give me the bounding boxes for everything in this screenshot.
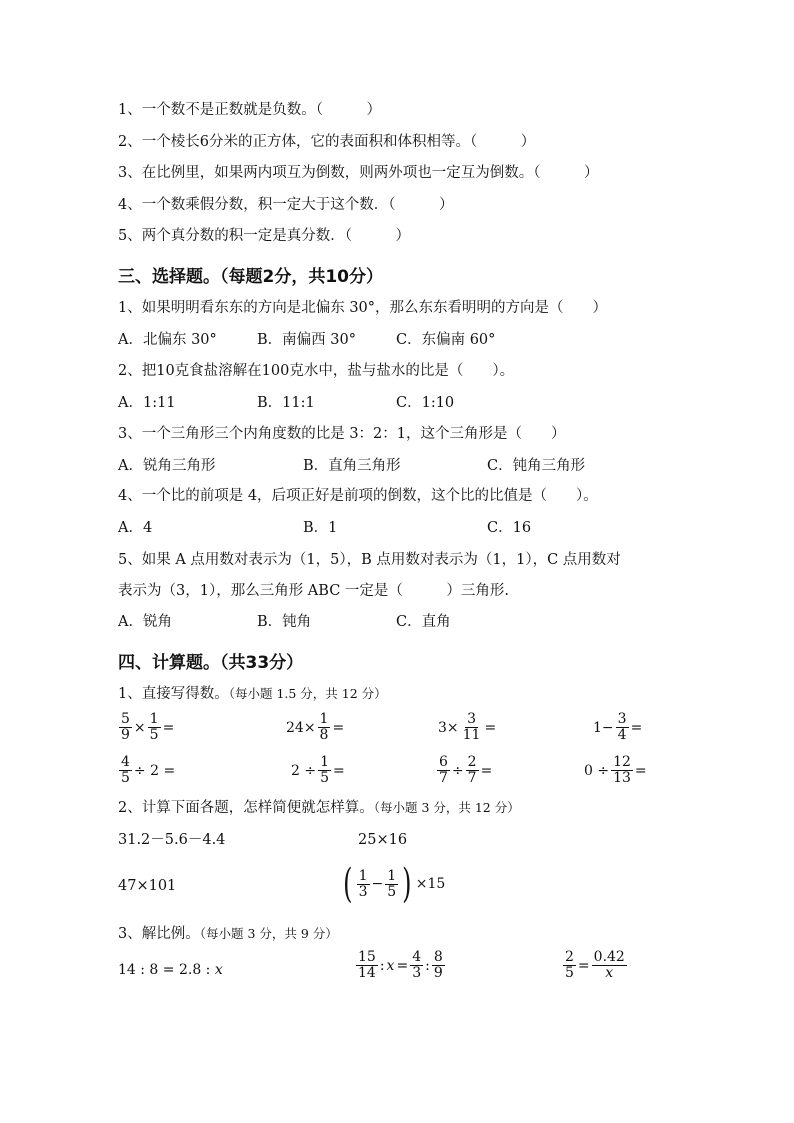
calc-heading: 四、计算题。（共33分） [118,653,304,673]
proportion-2: $\frac{15}{14}$ : x = $\frac{4}{3}$ : $\frac{8}{9}$ [358,949,443,981]
choice-question-4: 4、一个比的前项是 4，后项正好是前项的倒数，这个比的比值是（ ）。 [118,488,598,504]
simplify-expr-2: 25×16 [358,832,408,848]
choice-4-option-b: B．1 [303,520,338,536]
oral-calc-3: 3× $\frac{3}{11}$ = [438,711,497,743]
choice-5-option-a: A．锐角 [118,614,172,630]
oral-calc-6: 2 ÷ $\frac{1}{5}$ = [291,754,345,786]
choice-5-option-c: C．直角 [396,614,451,630]
simplify-expr-3: 47×101 [118,878,177,894]
calc-part1-title [118,684,387,704]
calc-part3-note: （每小题 3 分，共 9 分） [199,926,338,941]
oral-calc-1: $\frac{5}{9}$ × $\frac{1}{5}$ = [121,711,175,743]
judge-item-5: 5、两个真分数的积一定是真分数．（ ） [118,228,410,244]
choice-question-5-line1: 5、如果 A 点用数对表示为（1，5），B 点用数对表示为（1，1），C 点用数对 [118,552,621,568]
choice-2-option-b: B．11:1 [257,395,315,411]
oral-calc-2: 24× $\frac{1}{8}$ = [286,711,345,743]
choice-3-option-a: A．锐角三角形 [118,458,216,474]
oral-calc-5: $\frac{4}{5}$ ÷ 2 = [121,754,176,786]
choice-1-option-b: B．南偏西 30° [257,332,356,348]
choice-1-option-a: A．北偏东 30° [118,332,217,348]
choice-heading: 三、选择题。（每题2分，共10分） [118,267,383,287]
choice-question-3: 3、一个三角形三个内角度数的比是 3：2：1，这个三角形是（ ） [118,426,566,442]
choice-2-option-a: A．1:11 [118,395,176,411]
choice-question-1: 1、如果明明看东东的方向是北偏东 30°，那么东东看明明的方向是（ ） [118,300,608,316]
choice-3-option-c: C．钝角三角形 [487,458,586,474]
calc-part1-title-text: 1、直接写得数。 [118,686,229,702]
choice-4-option-c: C．16 [487,520,532,536]
judge-item-3: 3、在比例里，如果两内项互为倒数，则两外项也一定互为倒数。（ ） [118,165,599,181]
calc-part1-note: （每小题 1.5 分，共 12 分） [228,686,387,701]
choice-4-option-a: A．4 [118,520,153,536]
choice-question-2: 2、把10克食盐溶解在100克水中，盐与盐水的比是（ ）。 [118,363,515,379]
simplify-expr-1: 31.2－5.6－4.4 [118,832,226,848]
judge-item-1: 1、一个数不是正数就是负数。（ ） [118,102,381,118]
choice-5-option-b: B．钝角 [257,614,312,630]
calc-part3-title [118,924,338,944]
judge-item-4: 4、一个数乘假分数，积一定大于这个数．（ ） [118,197,454,213]
oral-calc-7: $\frac{6}{7}$ ÷ $\frac{2}{7}$ = [439,754,493,786]
proportion-3: $\frac{2}{5}$ = $\frac{0.42}{x}$ [565,949,625,981]
choice-3-option-b: B．直角三角形 [303,458,401,474]
choice-question-5-line2: 表示为（3，1），那么三角形 ABC 一定是（ ）三角形. [118,583,510,599]
calc-part2-title [118,798,520,818]
oral-calc-4: 1− $\frac{3}{4}$ = [593,711,643,743]
choice-2-option-c: C．1:10 [396,395,455,411]
calc-part2-note: （每小题 3 分，共 12 分） [373,800,520,815]
simplify-expr-4: ( $\frac{1}{3}$ − $\frac{1}{5}$ ) ×15 [343,861,446,907]
choice-1-option-c: C．东偏南 60° [396,332,496,348]
judge-item-2: 2、一个棱长6分米的正方体，它的表面积和体积相等。（ ） [118,134,536,150]
calc-part2-title-text: 2、计算下面各题，怎样简便就怎样算。 [118,800,374,816]
proportion-1: 14 : 8 = 2.8 : x [118,962,223,978]
oral-calc-8: 0 ÷ $\frac{12}{13}$ = [584,754,647,786]
calc-part3-title-text: 3、解比例。 [118,926,200,942]
